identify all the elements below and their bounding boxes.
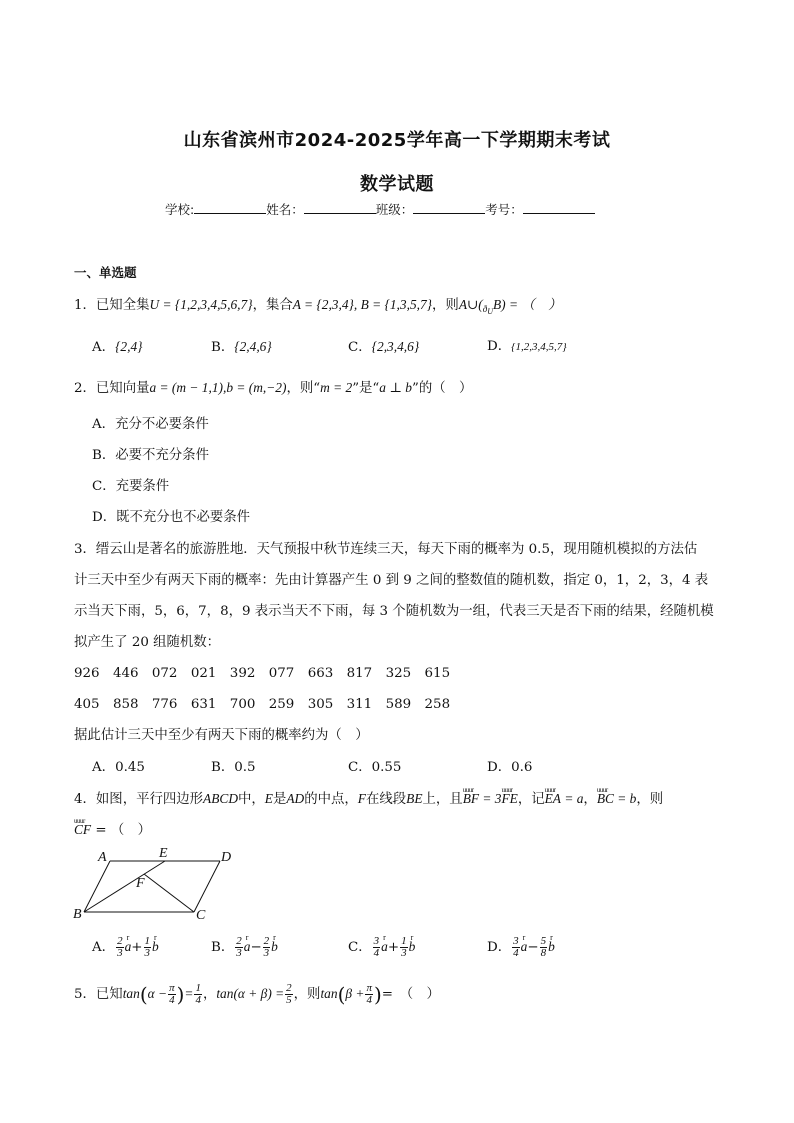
q1-sets: A = {2,3,4}, B = {1,3,5,7} xyxy=(292,297,433,312)
label-c: C xyxy=(196,908,206,922)
q1-lead: 已知全集 xyxy=(95,298,150,313)
q2-option-b[interactable]: B．必要不充分条件 xyxy=(92,448,209,463)
class-blank[interactable] xyxy=(413,201,485,214)
q3-option-b[interactable]: B．0.5 xyxy=(211,760,256,775)
q3-line-2: 计三天中至少有两天下雨的概率：先由计算器产生 0 到 9 之间的整数值的随机数，指定 0，1，2，3，4 表 xyxy=(74,573,709,588)
segment-fc xyxy=(144,874,194,912)
name-blank[interactable] xyxy=(304,201,376,214)
q1-number: 1． xyxy=(74,298,96,313)
parallelogram-diagram xyxy=(70,848,250,922)
q2-condition: m = 2 xyxy=(320,380,353,395)
label-a: A xyxy=(98,850,107,865)
vector-ea: uuur EA xyxy=(545,790,561,808)
q2-option-c[interactable]: C．充要条件 xyxy=(92,479,170,494)
q2-vector-a: a = (m − 1,1), xyxy=(149,380,227,395)
q1-complement-u: U xyxy=(487,307,493,316)
q2-option-a[interactable]: A．充分不必要条件 xyxy=(92,417,209,432)
q1-option-a[interactable]: A．{2,4} xyxy=(92,339,143,355)
q1-text-2: ，则 xyxy=(432,298,459,313)
vector-bf: uuur BF xyxy=(463,790,479,808)
question-2: 2．已知向量a = (m − 1,1),b = (m,−2)，则“m = 2”是“a ⊥ b”的（ ） xyxy=(74,380,473,396)
vector-cf: uuur CF xyxy=(74,821,91,839)
q4-option-b[interactable]: B． $\frac{2}{3}$ r a− $\frac{2}{3}$ r b xyxy=(211,936,278,959)
q3-option-a[interactable]: A．0.45 xyxy=(92,760,145,775)
q3-option-d[interactable]: D．0.6 xyxy=(487,760,533,775)
q3-line-4: 拟产生了 20 组随机数： xyxy=(74,635,221,650)
question-5: 5．已知tan(α − $\frac{\pi}{4}$ )= $\frac{1}{4}$ ，tan(α + β) = $\frac{2}{5}$ ，则tan(β + $\frac{\pi}{4}$ )= （ ） xyxy=(74,982,440,1007)
vector-bc: uuur BC xyxy=(597,790,614,808)
q1-universal-set: U = {1,2,3,4,5,6,7} xyxy=(149,297,253,312)
vector-fe: uuur FE xyxy=(501,790,517,808)
q3-random-numbers-row-1: 926 446 072 021 392 077 663 817 325 615 xyxy=(74,666,451,681)
label-e: E xyxy=(159,848,168,861)
id-blank[interactable] xyxy=(523,201,595,214)
question-4: 4．如图，平行四边形ABCD中，E是AD的中点，F在线段BE上，且uuur BF = 3uuur FE，记uuur EA = a，uuur BC = b，则 xyxy=(74,790,663,809)
q3-line-3: 示当天下雨，5，6，7，8，9 表示当天不下雨，每 3 个随机数为一组，代表三天是否下雨的结果，经随机模 xyxy=(74,604,714,619)
question-1 xyxy=(74,296,562,316)
label-d: D xyxy=(221,850,232,865)
student-info-line xyxy=(165,201,595,219)
segment-be xyxy=(84,861,165,912)
q4-option-d[interactable]: D． $\frac{3}{4}$ r a− $\frac{5}{8}$ r b xyxy=(487,936,555,959)
q3-random-numbers-row-2: 405 858 776 631 700 259 305 311 589 258 xyxy=(74,697,451,712)
class-label: 班级： xyxy=(375,202,414,217)
q4-option-a[interactable]: A． $\frac{2}{3}$ r a+ $\frac{1}{3}$ r b xyxy=(92,936,159,959)
q3-option-c[interactable]: C．0.55 xyxy=(348,760,402,775)
question-4-cont: uuur CF = （ ） xyxy=(74,821,151,840)
school-label: 学校: xyxy=(165,202,195,217)
section-heading: 一、单选题 xyxy=(74,265,137,280)
q1-expression-end: B) = （ ） xyxy=(492,297,562,312)
q2-option-d[interactable]: D．既不充分也不必要条件 xyxy=(92,510,251,525)
exam-title: 山东省滨州市2024-2025学年高一下学期期末考试 xyxy=(183,130,611,151)
school-blank[interactable] xyxy=(194,201,266,214)
q1-expression: A∪( xyxy=(458,297,483,312)
label-b: B xyxy=(73,907,82,922)
q1-text: ，集合 xyxy=(252,298,293,313)
label-f: F xyxy=(136,876,145,891)
segment-dc xyxy=(194,861,220,912)
q3-line-5: 据此估计三天中至少有两天下雨的概率约为（ ） xyxy=(74,728,369,743)
exam-subtitle: 数学试题 xyxy=(360,174,434,195)
id-label: 考号： xyxy=(485,202,523,217)
q3-line-1: 3．缙云山是著名的旅游胜地．天气预报中秋节连续三天，每天下雨的概率为 0.5，现用随机模拟的方法估 xyxy=(74,542,698,557)
q2-perpendicular: a ⊥ b xyxy=(379,380,412,395)
name-label: 姓名： xyxy=(266,202,304,217)
q1-option-c[interactable]: C．{2,3,4,6} xyxy=(348,339,420,355)
q2-vector-b: b = (m,−2) xyxy=(226,380,287,395)
q1-option-d[interactable]: D．{1,2,3,4,5,7} xyxy=(487,339,567,354)
q1-complement-sub: ð xyxy=(482,304,488,314)
q4-option-c[interactable]: C． $\frac{3}{4}$ r a+ $\frac{1}{3}$ r b xyxy=(348,936,415,959)
q1-option-b[interactable]: B．{2,4,6} xyxy=(211,339,272,355)
